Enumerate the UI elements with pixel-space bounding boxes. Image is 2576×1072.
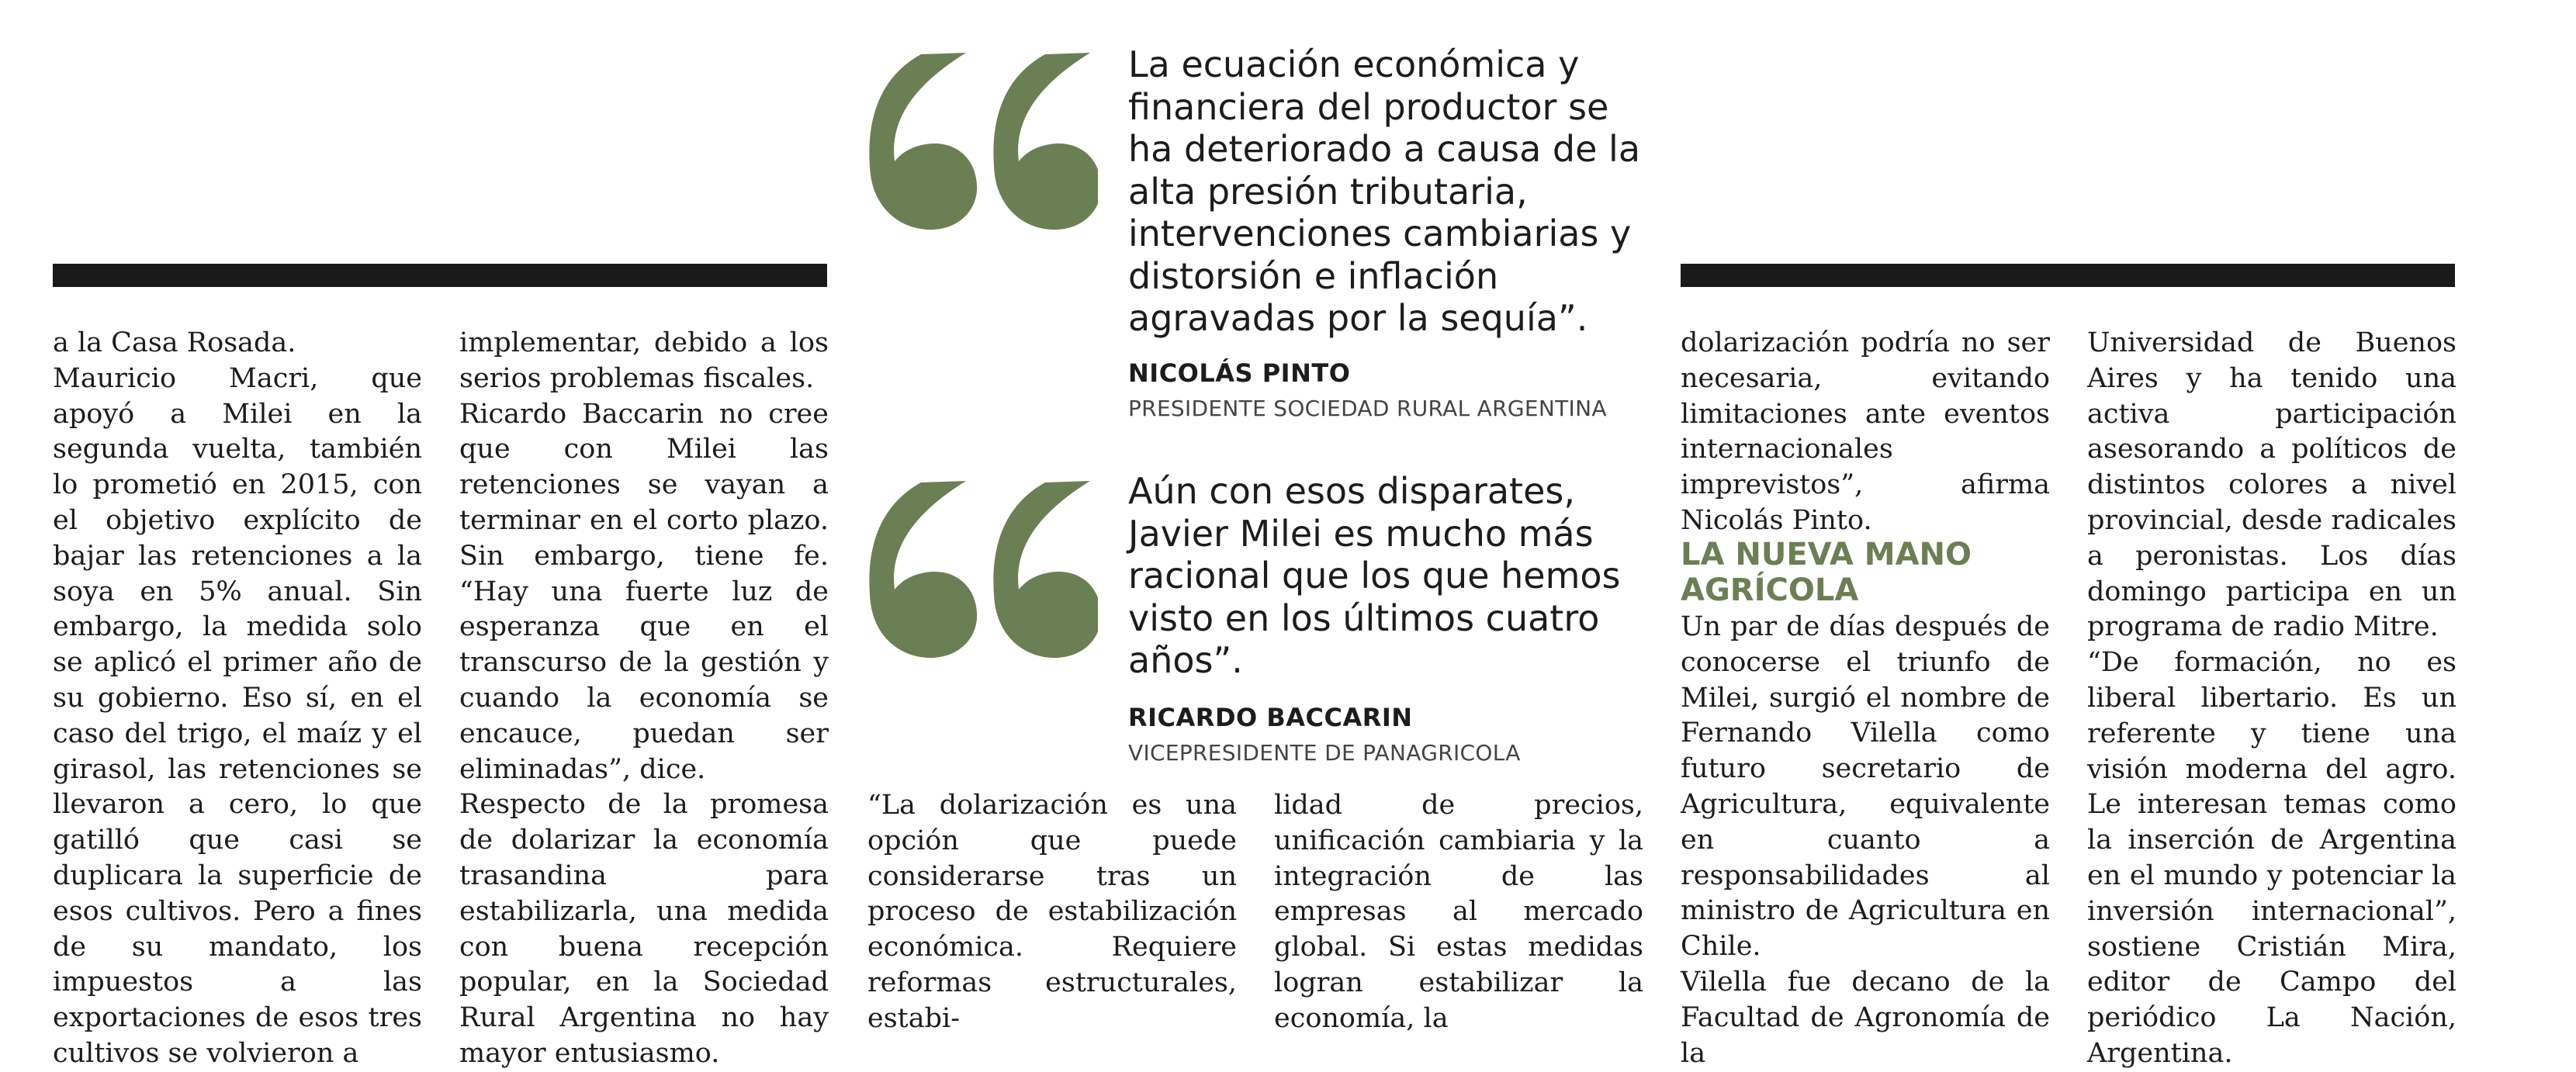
left-column-2: implementar, debido a los serios problemas fiscales. Ricardo Baccarin no cree que con Milei las retenciones se vayan a terminar en el corto plazo. Sin embargo, tiene fe. “Hay una fuerte luz de esperanza que en el transcurso de la gestión y cuando la economía se encauce, puedan ser eliminadas”, dice. Respecto de la promesa de dolarizar la economía trasandina para estabilizarla, una medida con buena recepción popular, en la Sociedad Rural Argentina no hay mayor entusiasmo. [459,327,829,1069]
quote-1-text: La ecuación económica y financiera del productor se ha deteriorado a causa de la alta presión tributaria, intervenciones cambiarias y distorsión e inflación agravadas por la sequía”. [1128,43,1641,339]
quote-1-role: PRESIDENTE SOCIEDAD RURAL ARGENTINA [1128,396,1607,421]
quote-mark-icon [865,48,1098,234]
right-column-2: Universidad de Buenos Aires y ha tenido una activa participación asesorando a políticos de distintos colores a nivel provincial, desde radicales a peronistas. Los días domingo participa en un programa de radio Mitre. “De formación, no es liberal libertario. Es un referente y tiene una visión moderna del agro. Le interesan temas como la inserción de Argentina en el mundo y potenciar la inversión internacional”, sostiene Cristián Mira, editor de Campo del periódico La Nación, Argentina. [2087,327,2457,1069]
left-column-1: a la Casa Rosada. Mauricio Macri, que apoyó a Milei en la segunda vuelta, también lo prometió en 2015, con el objetivo explícito de bajar las retenciones a la soya en 5% anual. Sin embargo, la medida solo se aplicó el primer año de su gobierno. Eso sí, en el caso del trigo, el maíz y el girasol, las retenciones se llevaron a cero, lo que gatilló que casi se duplicara la superficie de esos cultivos. Pero a fines de su mandato, los impuestos a las exportaciones de esos tres cultivos se volvieron a [53,327,422,1069]
quote-2-author: RICARDO BACCARIN [1128,703,1413,732]
quote-1-author: NICOLÁS PINTO [1128,358,1351,388]
right-column-1-bottom: Un par de días después de conocerse el triunfo de Milei, surgió el nombre de Fernando Vilella como futuro secretario de Agricultura, equivalente en cuanto a responsabilidades al ministro de Agricultura en Chile. Vilella fue decano de la Facultad de Agronomía de la [1681,611,2050,1069]
quote-mark-icon [865,476,1098,662]
section-subhead: LA NUEVA MANO AGRÍCOLA [1681,537,1972,608]
center-column-2: lidad de precios, unificación cambiaria y la integración de las empresas al mercado global. Si estas medidas logran estabilizar la economía, la [1274,790,1643,1034]
center-column-1: “La dolarización es una opción que puede considerarse tras un proceso de estabilización económica. Requiere reformas estructurales, estabi- [867,790,1237,1034]
right-column-1-top: dolarización podría no ser necesaria, evitando limitaciones ante eventos internacionales imprevistos”, afirma Nicolás Pinto. [1681,327,2050,536]
quote-2-role: VICEPRESIDENTE DE PANAGRICOLA [1128,740,1521,766]
left-section-rule [53,264,827,287]
right-section-rule [1681,264,2455,287]
quote-2-text: Aún con esos disparates, Javier Milei es mucho más racional que los que hemos visto en los últimos cuatro años”. [1128,470,1621,681]
